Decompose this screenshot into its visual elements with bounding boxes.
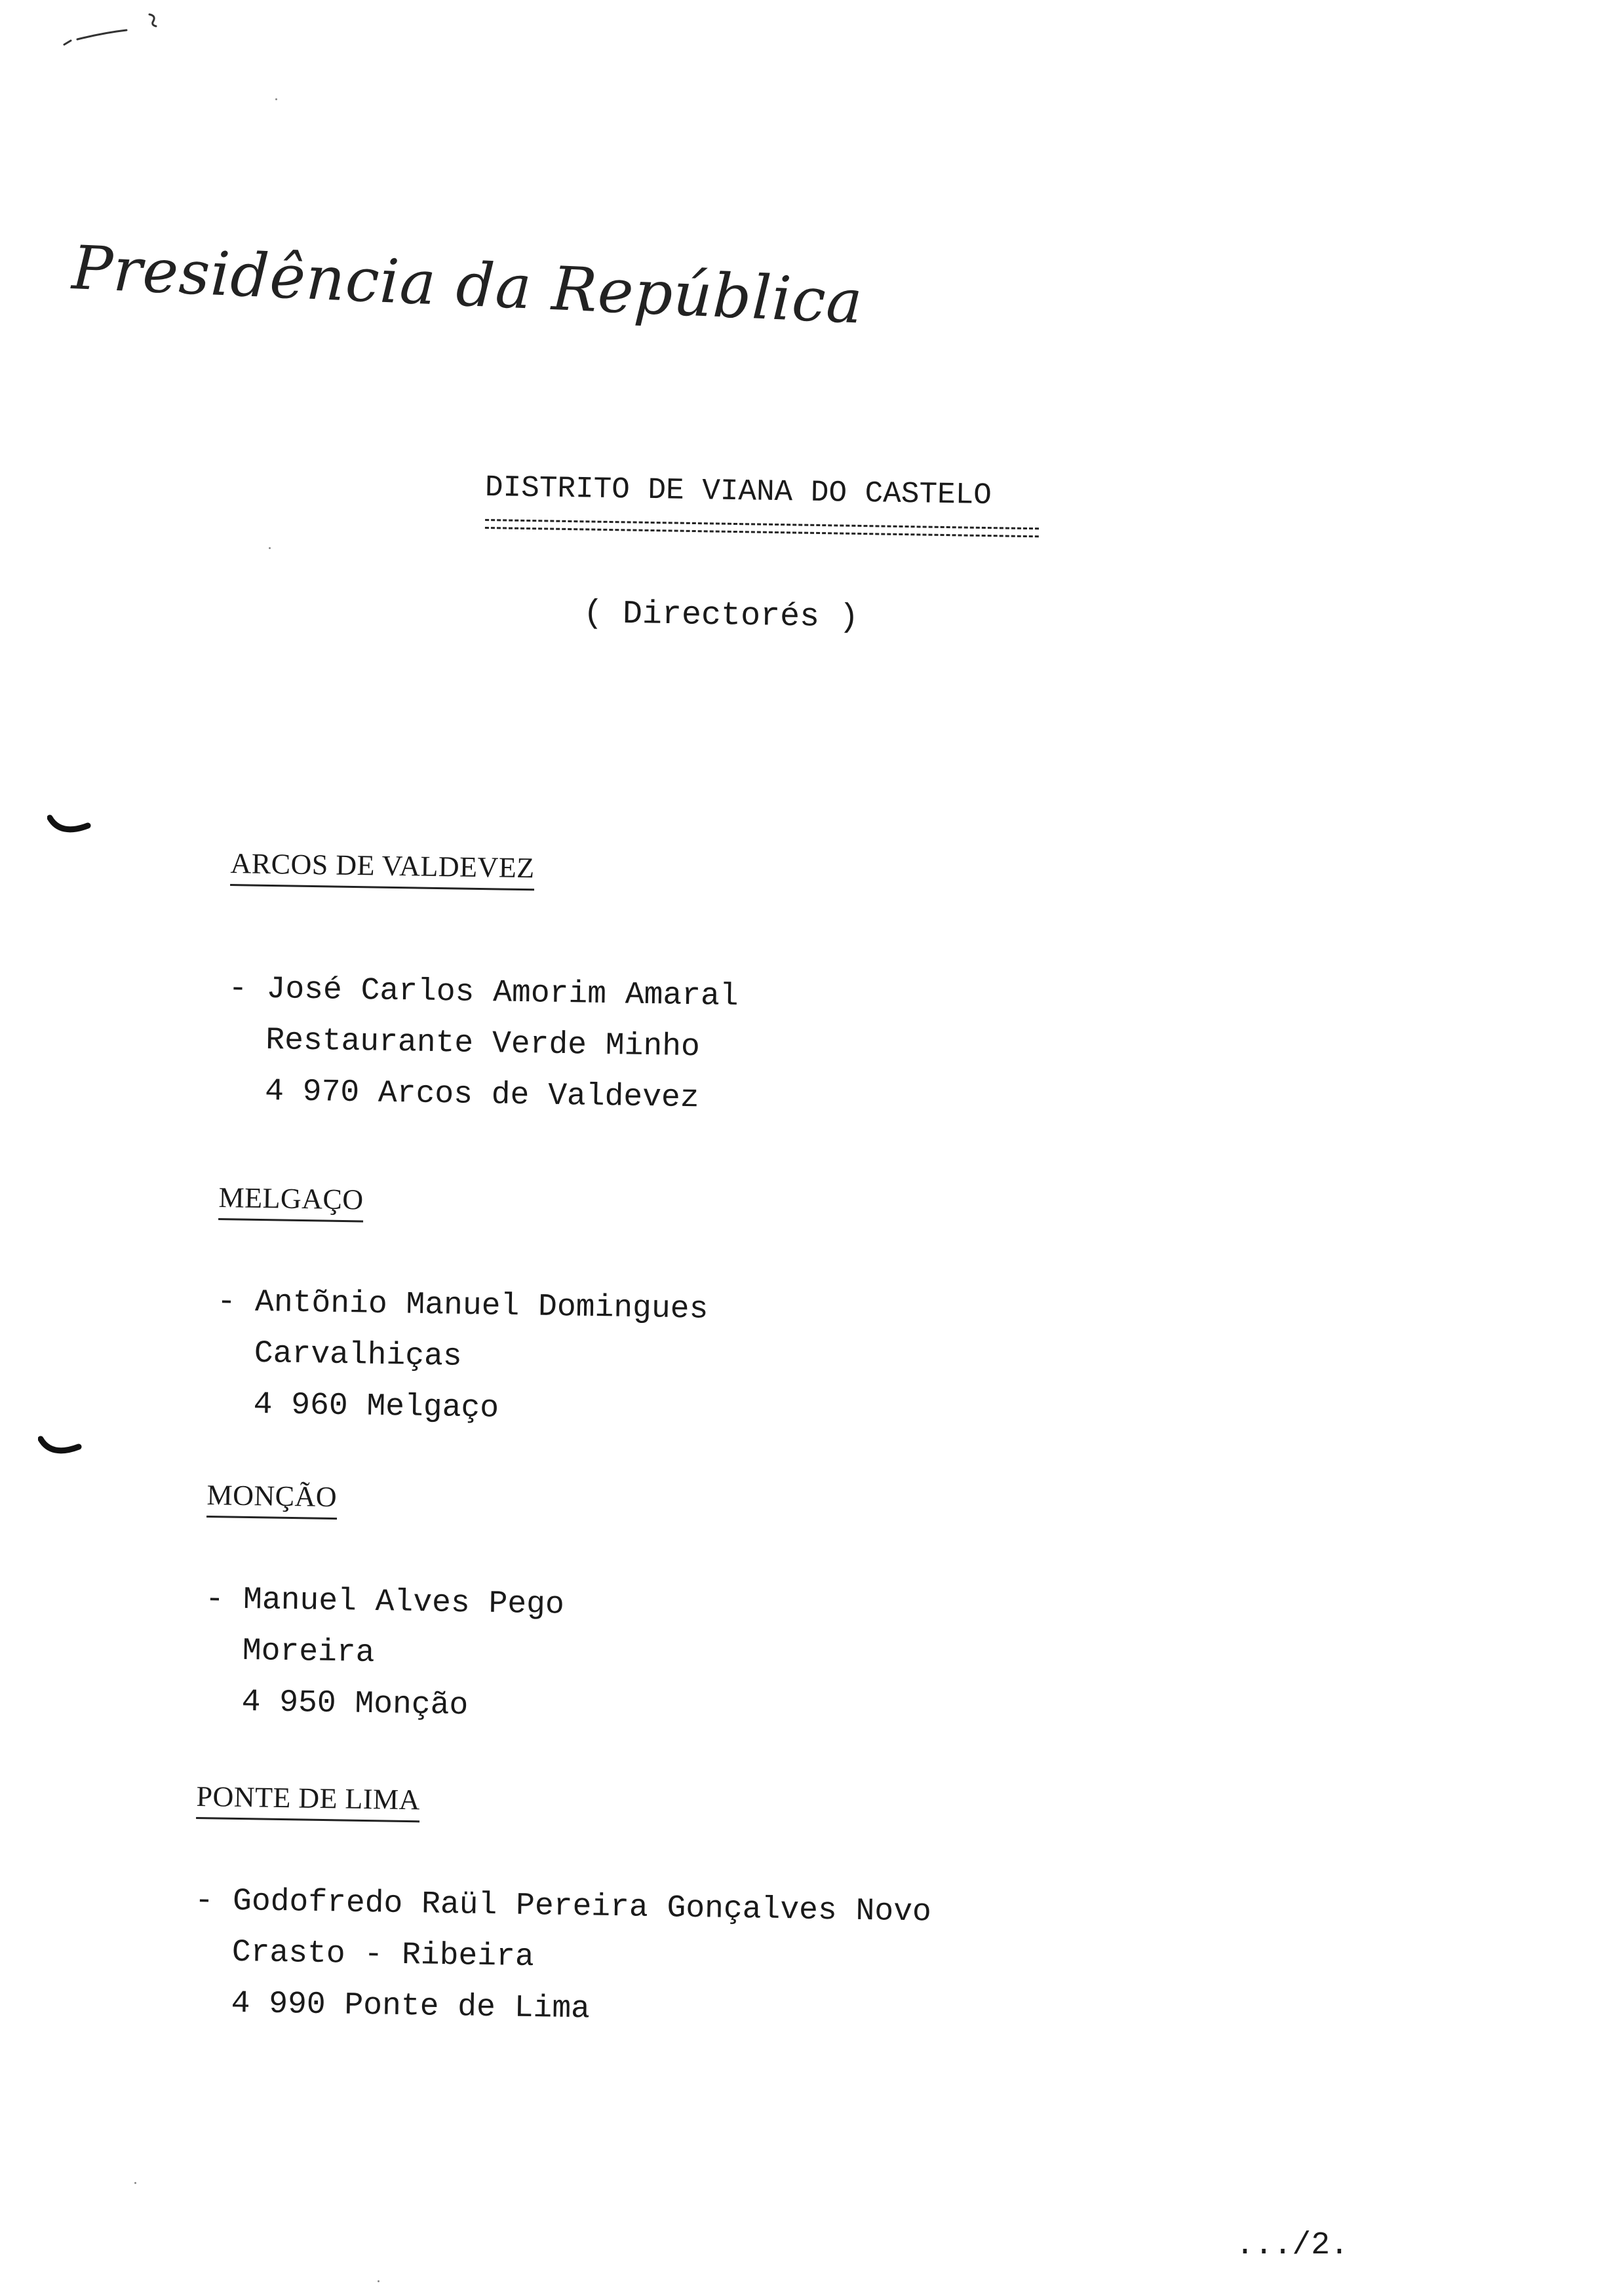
entry-postcode: 4 970 Arcos de Valdevez [264,1073,699,1117]
entry-line: Restaurante Verde Minho [265,1022,701,1065]
entry-name: Manuel Alves Pego [243,1582,565,1623]
entry-postcode: 4 990 Ponte de Lima [231,1985,591,2027]
section-heading: PONTE DE LIMA [196,1780,420,1822]
page-continuation: .../2. [1236,2228,1349,2263]
double-underline [485,518,1039,541]
pen-mark-icon [58,7,169,52]
entry-postcode: 4 950 Monção [241,1684,469,1724]
scan-speck [275,98,277,100]
section-arcos-de-valdevez [227,847,741,1124]
letterhead: Presidência da República [70,233,865,337]
address-entry: - Antõnio Manuel Domingues Carvalhiças 4 960 Melgaço [215,1276,709,1438]
section-ponte-de-lima [193,1780,933,2040]
address-entry: - José Carlos Amorim Amaral Restaurante Verde Minho 4 970 Arcos de Valdevez [227,963,739,1124]
address-entry: - Godofredo Raül Pereira Gonçalves Novo Crasto - Ribeira 4 990 Ponte de Lima [193,1875,931,2040]
entry-postcode: 4 960 Melgaço [253,1387,499,1426]
section-heading: MELGAÇO [218,1181,364,1222]
entry-line: Moreira [242,1633,375,1672]
section-melgaco [215,1181,710,1438]
address-entry: - Manuel Alves Pego Moreira 4 950 Monção [203,1574,564,1733]
entry-line: Crasto - Ribeira [231,1934,535,1976]
section-moncao [203,1478,566,1733]
entry-name: Antõnio Manuel Domingues [254,1284,709,1328]
subtitle: ( Directorés ) [583,595,859,637]
entry-name: Godofredo Raül Pereira Gonçalves Novo [232,1883,932,1930]
district-title: DISTRITO DE VIANA DO CASTELO [484,470,992,513]
entry-line: Carvalhiças [254,1335,463,1375]
section-heading: ARCOS DE VALDEVEZ [230,847,535,890]
checkmark-icon [47,813,93,839]
checkmark-icon [38,1434,84,1460]
scan-speck [269,547,271,549]
section-heading: MONÇÃO [206,1478,337,1520]
entry-name: José Carlos Amorim Amaral [266,971,739,1015]
scan-speck [134,2182,136,2184]
scan-speck [378,2280,379,2282]
